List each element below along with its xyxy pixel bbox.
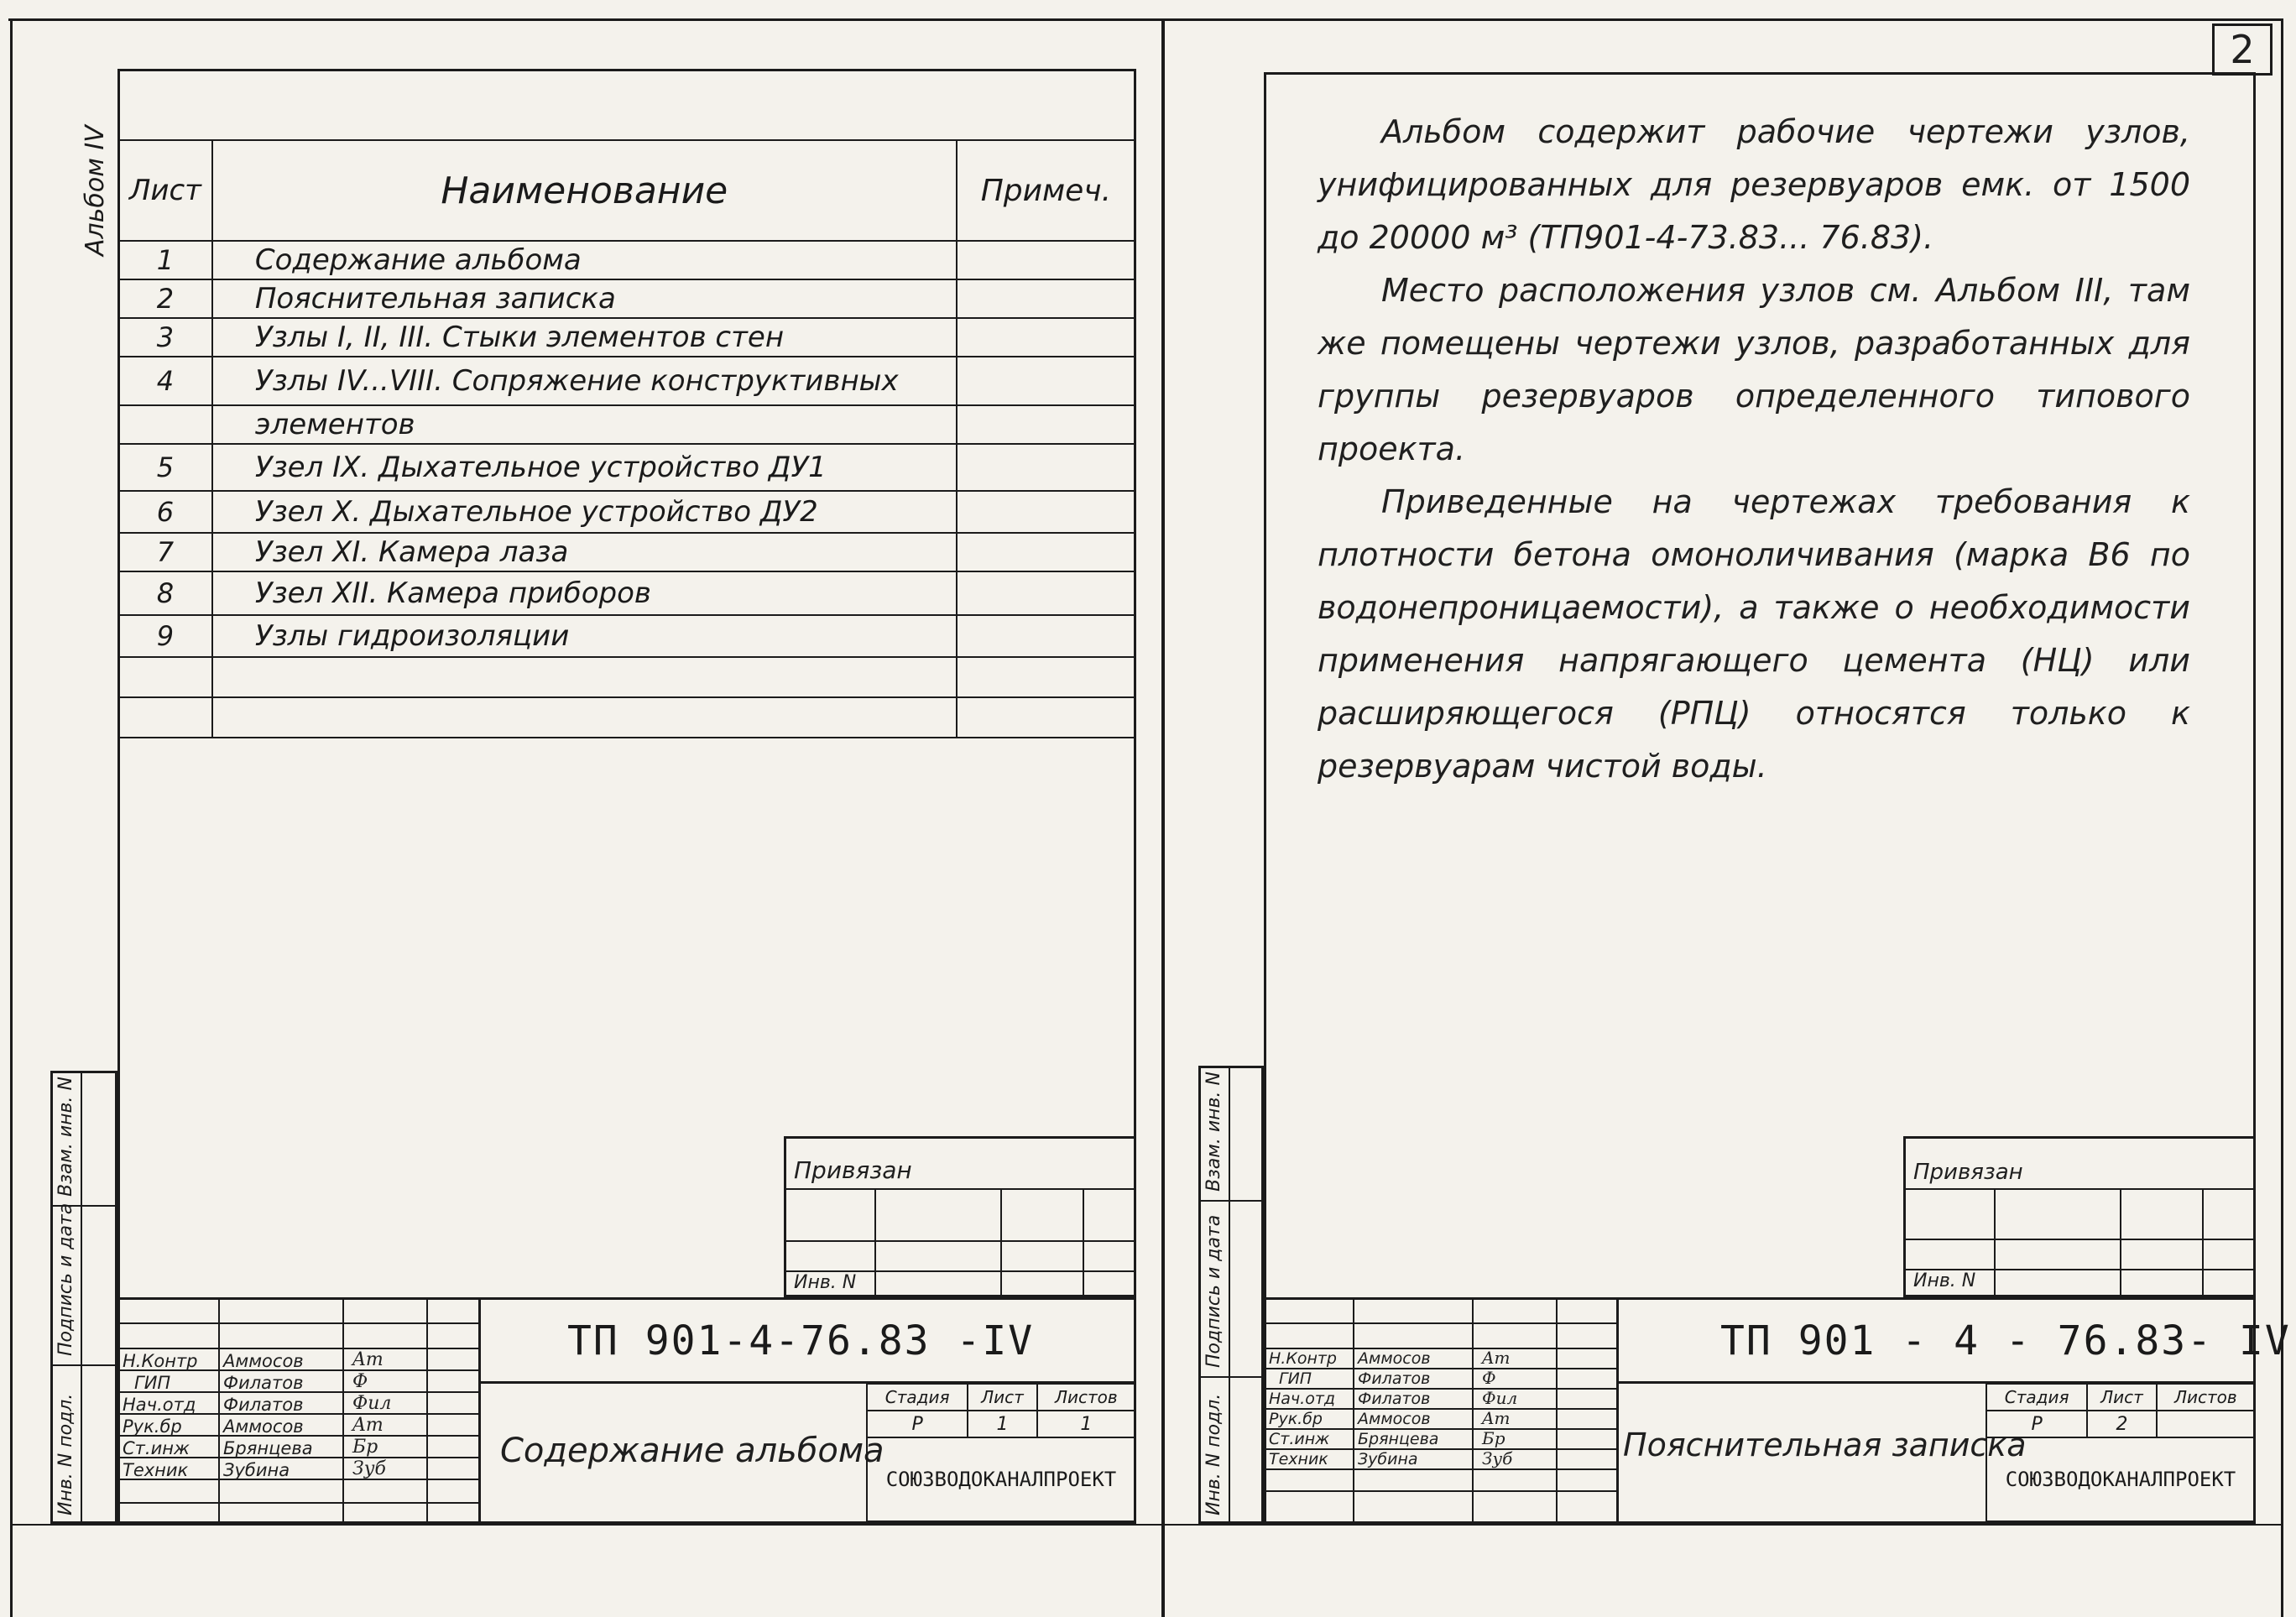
right-edge	[2281, 18, 2283, 1617]
row-num: 7	[118, 533, 212, 571]
row-note	[957, 491, 1135, 533]
stage-table	[866, 1383, 1136, 1522]
person-name: Аммосов	[1358, 1410, 1431, 1428]
person-role: Ст.инж	[123, 1438, 190, 1458]
person-role: ГИП	[1279, 1369, 1312, 1388]
table-row	[118, 444, 1135, 491]
row-num	[118, 657, 212, 697]
person-name: Аммосов	[223, 1351, 304, 1371]
sheet-value: 1	[968, 1411, 1036, 1437]
table-row	[118, 491, 1135, 533]
row-note	[957, 444, 1135, 491]
people-vline	[342, 1297, 344, 1524]
table-row	[118, 657, 1135, 697]
row-num: 5	[118, 444, 212, 491]
person-role: Рук.бр	[1269, 1410, 1323, 1428]
person-signature: Ф	[352, 1371, 368, 1392]
page-divider	[1161, 18, 1165, 1617]
person-role: Нач.отд	[1269, 1390, 1336, 1408]
stage-value: Р	[867, 1411, 968, 1437]
page-number: 2	[2230, 27, 2255, 72]
org-name: СОЮЗВОДОКАНАЛПРОЕКТ	[1986, 1437, 2255, 1521]
side-stamp-replace: Взам. инв. N	[1203, 1072, 1224, 1192]
sheets-value	[2157, 1411, 2255, 1437]
person-name: Зубина	[1358, 1450, 1418, 1468]
col-note-header: Примеч.	[957, 140, 1135, 241]
sheet-value: 2	[2087, 1411, 2156, 1437]
row-num	[118, 405, 212, 444]
row-note	[957, 571, 1135, 615]
doc-code: ТП 901-4-76.83 -IV	[567, 1317, 1035, 1364]
side-stamp-divider	[1198, 1200, 1264, 1202]
paragraph: Альбом содержит рабочие чертежи узлов, унифицированных для резервуаров емк. от 1500 до 20000 м³ (ТП901-4-73.83... 76.83).	[1318, 113, 2190, 256]
row-name: Узлы гидроизоляции	[212, 615, 957, 657]
row-name	[212, 697, 957, 738]
person-signature: Am	[352, 1349, 384, 1370]
row-num: 8	[118, 571, 212, 615]
stage-table	[1986, 1383, 2256, 1522]
side-stamp-divider	[50, 1364, 117, 1366]
title-block-vline	[1616, 1297, 1619, 1524]
person-name: Брянцева	[223, 1438, 313, 1458]
row-note	[957, 657, 1135, 697]
row-name: Узел IX. Дыхательное устройство ДУ1	[212, 444, 957, 491]
table-row	[118, 318, 1135, 357]
people-vline	[426, 1297, 428, 1524]
inv-label: Инв. N	[1913, 1270, 1976, 1291]
row-note	[957, 405, 1135, 444]
people-hline	[117, 1322, 478, 1324]
people-hline	[1264, 1322, 1616, 1324]
table-row	[118, 533, 1135, 571]
person-signature: Am	[1482, 1408, 1511, 1428]
row-note	[957, 697, 1135, 738]
sheet-label: Лист	[968, 1384, 1036, 1411]
privyazan-vline	[2120, 1188, 2121, 1297]
row-name: Пояснительная записка	[212, 279, 957, 318]
person-name: Филатов	[1358, 1390, 1431, 1408]
row-name: Узлы I, II, III. Стыки элементов стен	[212, 318, 957, 357]
people-hline	[117, 1502, 478, 1504]
side-stamp-divider	[1198, 1376, 1264, 1378]
top-edge-right	[1165, 18, 2281, 21]
person-role: Техник	[1269, 1450, 1328, 1468]
person-role: Ст.инж	[1269, 1430, 1330, 1448]
person-name: Филатов	[223, 1373, 304, 1393]
col-sheet-header: Лист	[118, 140, 212, 241]
org-name: СОЮЗВОДОКАНАЛПРОЕКТ	[867, 1437, 1135, 1521]
row-name: Содержание альбома	[212, 241, 957, 279]
bottom-edge-left	[10, 1524, 1161, 1526]
person-name: Филатов	[223, 1395, 304, 1415]
privyazan-vline	[1994, 1188, 1996, 1297]
row-note	[957, 357, 1135, 405]
row-note	[957, 318, 1135, 357]
album-tag: Альбом IV	[81, 125, 110, 256]
side-stamp-inv: Инв. N подл.	[55, 1393, 76, 1515]
sheets-label: Листов	[2157, 1384, 2255, 1411]
row-num: 3	[118, 318, 212, 357]
contents-table	[117, 139, 1136, 738]
side-stamp-sign: Подпись и дата	[1203, 1214, 1224, 1368]
row-name	[212, 657, 957, 697]
stage-label: Стадия	[1986, 1384, 2087, 1411]
row-num: 6	[118, 491, 212, 533]
table-row	[118, 615, 1135, 657]
people-hline	[1264, 1368, 1616, 1369]
row-name: Узел XI. Камера лаза	[212, 533, 957, 571]
row-name: элементов	[212, 405, 957, 444]
row-name: Узел X. Дыхательное устройство ДУ2	[212, 491, 957, 533]
row-num: 9	[118, 615, 212, 657]
person-name: Брянцева	[1358, 1430, 1439, 1448]
row-note	[957, 615, 1135, 657]
table-row	[118, 571, 1135, 615]
person-role: ГИП	[134, 1373, 171, 1393]
inv-label: Инв. N	[794, 1272, 857, 1293]
col-name-header: Наименование	[212, 140, 957, 241]
explanatory-text	[1318, 106, 2190, 793]
stage-value: Р	[1986, 1411, 2087, 1437]
sheet-label: Лист	[2087, 1384, 2156, 1411]
person-name: Филатов	[1358, 1369, 1431, 1388]
people-hline	[1264, 1468, 1616, 1470]
side-stamp-replace: Взам. инв. N	[55, 1077, 76, 1197]
bottom-edge-right	[1165, 1524, 2281, 1526]
side-stamp-divider	[81, 1071, 82, 1524]
title-block-vline	[478, 1297, 481, 1524]
stage-label: Стадия	[867, 1384, 968, 1411]
people-hline	[117, 1348, 478, 1349]
people-vline	[218, 1297, 220, 1524]
sheets-label: Листов	[1037, 1384, 1135, 1411]
sheet-title: Содержание альбома	[500, 1432, 884, 1470]
row-name: Узел XII. Камера приборов	[212, 571, 957, 615]
table-row	[118, 697, 1135, 738]
contents-header-row	[118, 140, 1135, 241]
side-stamp-sign: Подпись и дата	[55, 1202, 76, 1356]
table-row	[118, 241, 1135, 279]
table-row	[118, 357, 1135, 405]
row-num: 2	[118, 279, 212, 318]
side-stamp-inv: Инв. N подл.	[1203, 1393, 1224, 1515]
paragraph: Место расположения узлов см. Альбом III, там же помещены чертежи узлов, разработанных для группы резервуаров определенного типового проекта.	[1318, 272, 2190, 467]
person-signature: Am	[352, 1415, 384, 1436]
privyazan-vline	[874, 1188, 876, 1297]
doc-code: ТП 901 - 4 - 76.83- IV	[1720, 1317, 2291, 1364]
person-signature: Фил	[1482, 1388, 1518, 1408]
person-role: Н.Контр	[123, 1351, 198, 1371]
row-note	[957, 533, 1135, 571]
table-row	[118, 279, 1135, 318]
person-signature: Бр	[1482, 1428, 1505, 1448]
person-role: Нач.отд	[123, 1395, 196, 1415]
top-edge-left	[8, 18, 1161, 21]
privyazan-label: Привязан	[1913, 1160, 2023, 1185]
row-num: 1	[118, 241, 212, 279]
person-signature: Зуб	[352, 1458, 386, 1479]
person-signature: Ф	[1482, 1368, 1496, 1388]
privyazan-vline	[1083, 1188, 1084, 1297]
table-row	[118, 405, 1135, 444]
person-role: Рук.бр	[123, 1416, 182, 1437]
paragraph: Приведенные на чертежах требования к плотности бетона омоноличивания (марка В6 по водонепроницаемости), а также о необходимости применения напрягающего цемента (НЦ) или расширяющегося (РПЦ) относятся только к резервуарам чистой воды.	[1318, 483, 2190, 785]
privyazan-vline	[1000, 1188, 1002, 1297]
person-signature: Фил	[352, 1393, 392, 1414]
person-role: Техник	[123, 1460, 189, 1480]
side-stamp-divider	[1229, 1066, 1230, 1524]
person-signature: Зуб	[1482, 1448, 1513, 1468]
person-signature: Бр	[352, 1437, 378, 1458]
sheet-title: Пояснительная записка	[1623, 1427, 2027, 1463]
row-num: 4	[118, 357, 212, 405]
person-role: Н.Контр	[1269, 1349, 1337, 1368]
person-signature: Am	[1482, 1348, 1511, 1368]
person-name: Аммосов	[223, 1416, 304, 1437]
left-edge	[10, 18, 13, 1617]
row-note	[957, 241, 1135, 279]
row-note	[957, 279, 1135, 318]
privyazan-vline	[2202, 1188, 2204, 1297]
person-name: Аммосов	[1358, 1349, 1431, 1368]
privyazan-label: Привязан	[794, 1156, 912, 1184]
sheets-value: 1	[1037, 1411, 1135, 1437]
person-name: Зубина	[223, 1460, 290, 1480]
people-hline	[1264, 1490, 1616, 1492]
row-num	[118, 697, 212, 738]
row-name: Узлы IV...VIII. Сопряжение конструктивных	[212, 357, 957, 405]
